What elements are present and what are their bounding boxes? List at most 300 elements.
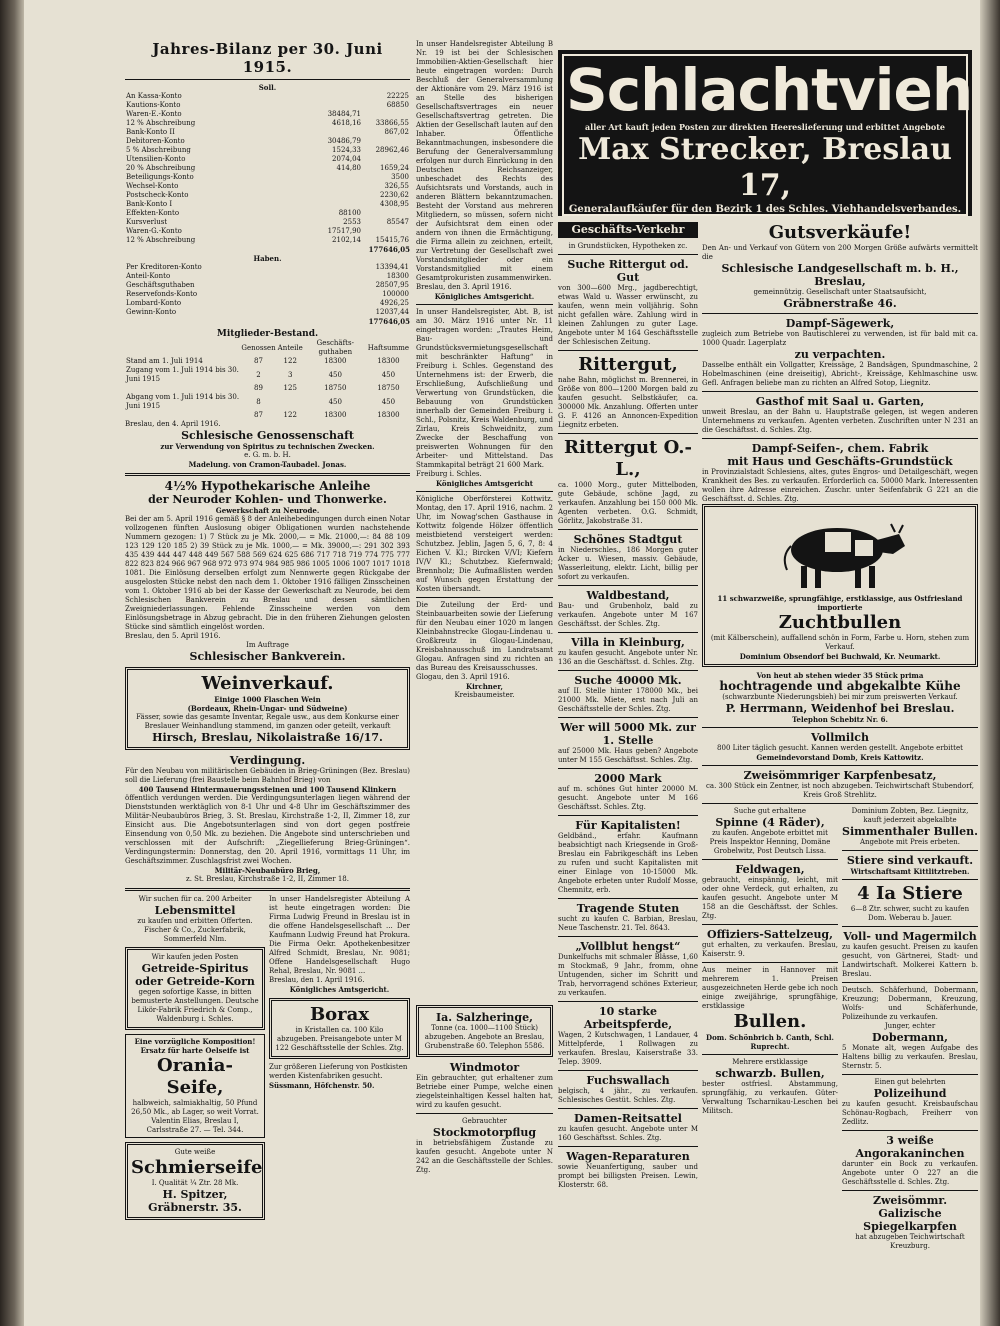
banner-frame (562, 54, 973, 216)
members-cell: 18300 (377, 411, 400, 419)
junger-title: Dobermann, (872, 1031, 948, 1044)
haben-label: Haben. (253, 254, 282, 263)
balance-row (125, 164, 410, 173)
balance-amount: 28507,95 (375, 281, 409, 289)
cow-illustration (765, 512, 915, 592)
balance-label: Bank-Konto II (126, 128, 175, 136)
kuehe-text: (schwarzbunte Niederungsbieh) bei mir zum preiswerten Verkauf. (722, 693, 958, 701)
balance-label: Gewinn-Konto (126, 308, 177, 316)
kapital-text: Geldbänd., erfahr. Kaufmann beabsichtigt nach Kriegsende in Groß-Breslau ein Fabrikgeschäft ins Leben zu rufen und sucht Kapitalisten mit einer Einlage von 10-15000 Mk. Angebote erbeten unter Rudolf Mosse, Chemnitz, erb. (558, 832, 698, 894)
kisten-addr: Süssmann, Höfchenstr. 50. (269, 1081, 375, 1090)
saege-bold: zu verpachten. (794, 348, 886, 361)
balance-amount (362, 155, 410, 164)
balance-amount: 33866,55 (375, 119, 409, 127)
borax-ad (269, 998, 410, 1059)
balance-sub: 1524,33 (332, 146, 361, 154)
balance-label: Anteil-Konto (126, 272, 171, 280)
spinne-title: Spinne (4 Räder), (715, 816, 825, 829)
feld-title: Feldwagen, (735, 863, 805, 876)
reg1-date: Breslau, den 3. April 1916. (416, 283, 512, 291)
auf-title: Wer will 5000 Mk. zur 1. Stelle (560, 721, 696, 747)
balance-amount: 326,55 (384, 182, 409, 190)
orania-ad (125, 1034, 265, 1138)
balance-row (125, 137, 410, 146)
members-row (125, 411, 410, 420)
wein-ad (125, 667, 410, 750)
stadt-text: in Niederschles., 186 Morgen guter Acker u. Wiesen, massiv. Gebäude, Wasserleitung, elektr. Licht, billig per sofort zu verkaufen. (558, 546, 698, 581)
stiere-title: Stiere sind verkauft. (846, 854, 974, 867)
balance-row (125, 227, 410, 236)
members-cell: 122 (283, 411, 297, 419)
balance-sub: 30486,79 (327, 137, 361, 145)
pferde-text: Wagen, 2 Kutschwagen, 1 Landauer, 4 Mittelpferde, 1 Rollwagen zu verkaufen. Breslau, Kaiserstraße 33. Telep. 3909. (558, 1031, 698, 1066)
verd-title: Verdingung. (229, 754, 306, 767)
members-header: Haftsumme (367, 343, 409, 352)
rg2-title: Rittergut, (578, 354, 678, 375)
verd-text: Für den Neubau von militärischen Gebäuden in Brieg-Grüningen (Bez. Breslau) soll die Lieferung (frei Baustelle beim Bahnhof Brieg) von (125, 767, 410, 784)
schmier-addr: H. Spitzer, Gräbnerstr. 35. (148, 1188, 242, 1214)
members-cell (125, 411, 240, 420)
rg2-text: nahe Bahn, möglichst m. Brennerei, in Größe von 800—1200 Morgen bald zu kaufen gesucht. Selbstkäufer, ca. 300000 Mk. Anzahlung. Offerten unter G. F. 4126 an Annoncen-Expedition Liegnitz erbeten. (558, 376, 698, 429)
balance-label: 12 % Abschreibung (126, 236, 196, 244)
wein-addr: Hirsch, Breslau, Nikolaistraße 16/17. (152, 731, 383, 744)
schmier-ad (125, 1142, 265, 1220)
angora-text: darunter ein Bock zu verkaufen. Angebote unter O 227 an die Geschäftsstelle d. Schles. Ztg. (842, 1160, 978, 1186)
members-header-row (125, 339, 410, 357)
hannover-title: Bullen. (733, 1011, 807, 1032)
milch-addr: Gemeindevorstand Domb, Kreis Kattowitz. (756, 753, 924, 762)
verkehr-sub: in Grundstücken, Hypotheken zc. (568, 242, 688, 250)
karpfen-text: ca. 300 Stück ein Zentner, ist noch abzugeben. Teichwirtschaft Stubendorf, Kreis Groß Strehlitz. (705, 782, 975, 799)
banner-sub: Generalaufkäufer für den Bezirk 1 des Schles. Viehhandelsverbandes. (568, 204, 962, 215)
seife-title: Dampf-Seifen-, chem. Fabrik (751, 442, 929, 455)
members-cell: Zugang vom 1. Juli 1914 bis 30. Juni 1915 (126, 366, 239, 383)
bullen-text2: (mit Kälberschein), auffallend schön in Form, Farbe u. Horn, stehen zum Verkauf. (710, 634, 970, 651)
junger-head: Junger, echter (884, 1022, 936, 1030)
spiritus-line1: Wir kaufen jeden Posten (151, 953, 239, 961)
polizei-text: zu kaufen gesucht. Kreisbaufschau Schönau-Rogbach, Freiherr von Zedlitz. (842, 1100, 978, 1126)
salz-ad (416, 1005, 553, 1057)
balance-row (125, 281, 410, 290)
members-header: Anteile (277, 343, 303, 352)
verdingung-notice (125, 754, 410, 884)
spiritus-text: gegen sofortige Kasse, in bitten bemusterte Anstellungen. Deutsche Likör-Fabrik Friedrich & Comp., Waldenburg i. Schles. (131, 988, 259, 1023)
reg3-date: Breslau, den 1. April 1916. (269, 976, 365, 984)
members-cell: 18300 (324, 357, 347, 365)
members-cell: 450 (381, 370, 396, 379)
balance-amount: 28962,46 (375, 146, 409, 154)
balance-label: Per Kreditoren-Konto (126, 263, 202, 271)
borax-text: in Kristallen ca. 100 Kilo abzugeben. Preisangebote unter M 122 Geschäftsstelle der Schles. Ztg. (275, 1026, 404, 1052)
reg3-sign: Königliches Amtsgericht. (289, 985, 390, 994)
guts-addr: Gräbnerstraße 46. (783, 297, 897, 310)
balance-label: 20 % Abschreibung (126, 164, 196, 172)
balance-sub (314, 101, 362, 110)
verkehr-title: Geschäfts-Verkehr (558, 222, 698, 238)
members-title: Mitglieder-Bestand. (216, 329, 319, 339)
balance-label: Wechsel-Konto (126, 182, 179, 190)
balance-sub: 414,80 (336, 164, 361, 172)
haben-total: 177646,05 (368, 317, 410, 326)
balance-sub: 4618,16 (332, 119, 361, 127)
schmier-text: I. Qualität ¼ Ztr. 28 Mk. (151, 1179, 239, 1187)
kuehe-tel: Telephon Schebitz Nr. 6. (792, 715, 888, 724)
balance-row (125, 308, 410, 317)
bullen-addr: Dominium Obsendorf bei Buchwald, Kr. Neumarkt. (739, 652, 941, 661)
balance-sub (314, 128, 362, 137)
gasthof-title: Gasthof mit Saal u. Garten, (755, 395, 925, 408)
members-cell: 89 (254, 384, 263, 392)
fuchs-text: belgisch, 4 jähr., zu verkaufen. Schlesisches Gestüt. Schles. Ztg. (558, 1087, 698, 1104)
balance-sub (314, 308, 362, 317)
lebens-title: Lebensmittel (154, 904, 236, 917)
balance-row (125, 92, 410, 101)
kuehe-head: Von heut ab stehen wieder 35 Stück prima (756, 671, 924, 680)
balance-label: Geschäftsguthaben (126, 281, 195, 289)
balance-row (125, 155, 410, 164)
dobermann-text: Deutsch. Schäferhund, Dobermann, Kreuzung; Dobermann, Kreuzung, Wolfs- und Schäferhunde, Polizeihunde zu verkaufen. (842, 986, 978, 1021)
balance-sheet (125, 40, 410, 469)
balance-sub: 17517,90 (327, 227, 361, 235)
wagen-title: Wagen-Reparaturen (566, 1150, 690, 1163)
soll-table (125, 92, 410, 245)
balance-row (125, 290, 410, 299)
coop-form: e. G. m. b. H. (244, 451, 291, 459)
column-2 (416, 40, 553, 700)
balance-amount: 68850 (386, 101, 409, 109)
bullen-text: 11 schwarzweiße, sprungfähige, erstklassige, aus Ostfriesland importierte (717, 594, 963, 612)
balance-amount: 100000 (382, 290, 409, 298)
balance-sub: 2074,04 (332, 155, 361, 163)
col4-right (842, 807, 978, 1251)
mark-title: 2000 Mark (594, 772, 662, 785)
forst-text: Königliche Oberförsterei Kottwitz. Montag, den 17. April 1916, nachm. 2 Uhr, im Nowag'schen Gasthause in Kottwitz folgende Hölzer öffentlich meistbietend versteigert werden: Schutzbez. Jeblin, Jagen 5, 6, 7, 8: 4 Eichen V. Kl.; Bircken V/VI; Kiefern IV/V Kl.; Schutzbez. Kiefernwald; Brennholz; Die Aufmaßlisten werden auf Wunsch gegen Erstattung der Kosten übersandt. (416, 495, 553, 593)
balance-row (125, 191, 410, 200)
polizei-head: Einen gut belehrten (874, 1078, 946, 1086)
bullen-title: Zuchtbullen (778, 612, 902, 633)
reg2-sign: Königliches Amtsgericht (435, 479, 534, 488)
balance-row (125, 119, 410, 128)
balance-amount (362, 227, 410, 236)
balance-row (125, 218, 410, 227)
such-title: Suche 40000 Mk. (574, 674, 682, 687)
pferde-title: 10 starke Arbeitspferde, (583, 1005, 673, 1031)
balance-sub (314, 182, 362, 191)
saege-text: zugleich zum Betriebe von Bautischlerei zu verwenden, ist für bald mit ca. 1000 Quadr. Lagerplatz (702, 330, 978, 347)
verd-bold: 400 Tausend Hintermauerungssteinen und 100 Tausend Klinkern (138, 785, 397, 794)
balance-row (125, 173, 410, 182)
saege-title: Dampf-Sägewerk, (785, 317, 895, 330)
auf-text: auf 25000 Mk. Haus geben? Angebote unter M 155 Geschäftsst. Schles. Ztg. (558, 747, 698, 764)
col4-left (702, 807, 838, 1251)
col1-bottom-right (269, 895, 410, 1224)
members-cell: 18750 (377, 384, 400, 392)
salz-title: Ia. Salzheringe, (436, 1011, 533, 1024)
balance-label: Kursverlust (126, 218, 168, 226)
damen-title: Damen-Reitsattel (574, 1112, 682, 1125)
reg2-text: In unser Handelsregister, Abt. B, ist am 30. März 1916 unter Nr. 11 eingetragen worden: „Trautes Heim, Bau- und Grundstücksvermietungsgesellschaft mit beschränkter Haftung“ in Freiburg i. Schles. Gegenstand des Unternehmens ist: der Erwerb, die Erschließung, Aufschließung und Verwertung von Grundstücken, die Bebauung von Grundstücken innerhalb der Gemeinden Freiburg i. Schl., Polsnitz, Kreis Waldenburg, und Zirlau, Kreis Schweidnitz, zum Zwecke der Beschaffung von preiswerten Wohnungen für den Arbeiter- und Mittelstand. Das Stammkapital beträgt 21 600 Mark. (416, 308, 553, 469)
villa-title: Villa in Kleinburg, (571, 636, 685, 649)
balance-sub (314, 290, 362, 299)
balance-sub (314, 191, 362, 200)
gut-title: Waldbestand, (586, 589, 670, 602)
balance-sub (314, 299, 362, 308)
borax-title: Borax (309, 1004, 370, 1025)
stuten-text: sucht zu kaufen C. Barbian, Breslau, Neue Taschenstr. 21. Tel. 8643. (558, 915, 698, 932)
verkauf-text: Die Zuteilung der Erd- und Steinbauarbeiten sowie der Lieferung für den Neubau einer 1020 m langen Kleinbahnstrecke Glogau-Lindenau u. Großkreutz in Glogau-Lindenau, Kreisbahnausschuß im Landratsamt Glogau. Anfragen sind zu richten an das Bureau des Kreisausschusses. (416, 601, 553, 672)
anleihe-sign1: Im Auftrage (246, 641, 289, 649)
members-cell: 122 (283, 357, 297, 365)
wagen-text: sowie Neuanfertigung, sauber und prompt bei billigsten Preisen. Lewin, Klosterstr. 68. (558, 1163, 698, 1189)
balance-label: Kautions-Konto (126, 101, 181, 109)
balance-row (125, 101, 410, 110)
balance-row (125, 272, 410, 281)
balance-sub (314, 281, 362, 290)
members-cell (125, 384, 240, 393)
balance-label: 5 % Abschreibung (126, 146, 191, 154)
balance-sub (314, 263, 362, 272)
stock-text: in betriebsfähigem Zustande zu kaufen gesucht. Angebote unter N 242 an die Geschäftsstelle der Schles. Ztg. (416, 1139, 553, 1174)
simmen-title: Simmenthaler Bullen. (842, 825, 978, 838)
karpfen-title: Zweisömmriger Karpfenbesatz, (743, 769, 937, 782)
balance-label: Utensilien-Konto (126, 155, 186, 163)
column-2-lower (416, 1005, 553, 1175)
simmen-text: Angebote mit Preis erbeten. (859, 838, 961, 846)
members-cell: 18750 (324, 384, 347, 392)
balance-amount: 18300 (386, 272, 409, 280)
guts-title: Gutsverkäufe! (768, 222, 912, 243)
column-1 (125, 40, 410, 1224)
balance-amount: 4308,95 (380, 200, 409, 208)
reg1-sign: Königliches Amtsgericht. (434, 292, 535, 301)
glogau-sign: Kirchner, (466, 682, 503, 691)
balance-row (125, 299, 410, 308)
angora-title: 3 weiße Angorakaninchen (855, 1134, 965, 1160)
column-3 (558, 222, 698, 1190)
balance-label: Effekten-Konto (126, 209, 180, 217)
anleihe-date: Breslau, den 5. April 1916. (125, 632, 221, 640)
col4-split (702, 807, 978, 1251)
balance-row (125, 146, 410, 155)
reg2-date: Freiburg i. Schles. (416, 470, 482, 478)
balance-amount: 12037,44 (375, 308, 409, 316)
members-row (125, 393, 410, 411)
members-cell: 450 (381, 397, 396, 406)
schlachtvieh-banner (558, 50, 972, 216)
members-cell: 125 (283, 384, 297, 392)
banner-title: Schlachtvieh (566, 56, 973, 124)
balance-amount: 22225 (386, 92, 409, 100)
gasthof-text: unweit Breslau, an der Bahn u. Hauptstraße gelegen, ist wegen anderen Unternehmens zu verkaufen. Agenten verbeten. Zuschriften unter N 231 an die Geschäftsst. d. Schles. Ztg. (702, 408, 978, 434)
coop-sub: zur Verwendung von Spiritus zu technischen Zwecken. (160, 442, 375, 451)
banner-name: Max Strecker, Breslau 17, (578, 132, 952, 203)
members-date: Breslau, den 4. April 1916. (125, 420, 221, 428)
members-row (125, 384, 410, 393)
balance-row (125, 200, 410, 209)
salz-text: Tonne (ca. 1000—1100 Stück) abzugeben. Angebote an Breslau, Grubenstraße 60. Telephon 5586. (424, 1024, 545, 1050)
balance-row (125, 209, 410, 218)
balance-row (125, 236, 410, 245)
guts-name: Schlesische Landgesellschaft m. b. H., Breslau, (721, 262, 959, 288)
spinne-text: zu kaufen. Angebote erbittet mit Preis Inspektor Henning, Domäne Grobelwitz, Post Deutsch Lissa. (709, 829, 831, 855)
reg3-text: In unser Handelsregister Abteilung A ist heute eingetragen worden: Die Firma Ludwig Freund in Breslau ist in die offene Handelsgesellschaft ... Der Kaufmann Ludwig Freund hat Prokura. Die Firma Oekr. Apothekenbesitzer Alfred Schmidt, Breslau, Nr. 9081; Offene Handelsgesellschaft Hugo Rehal, Breslau, Nr. 9081 ... (269, 895, 410, 975)
balance-amount (362, 110, 410, 119)
balance-row (125, 110, 410, 119)
coop-signers: Madelung. von Cramon-Taubadel. Jonas. (188, 460, 347, 469)
orania-title: Orania-Seife, (157, 1055, 233, 1098)
hengst-text: Dunkelfuchs mit schmaler Blässe, 1,60 m Stockmaß, 9 Jahr., fromm, ohne Untugenden, sicher im Schritt und Trab, hervorragend schönes Exterieur, zu verkaufen. (558, 953, 698, 997)
galiz-text: hat abzugeben Teichwirtschaft Kreuzburg. (855, 1233, 965, 1250)
vollmager-text: zu kaufen gesucht. Preisen zu kaufen gesucht, von Gärtnerei, Stadt- und Landwirtschaft. Molkerei Kattern b. Breslau. (842, 943, 978, 978)
members-cell: 2 (256, 370, 261, 379)
anleihe-title: 4½% Hypothekarische Anleihe (164, 479, 371, 493)
such-text: auf II. Stelle hinter 178000 Mk., bei 21000 Mk. Miete, erst nach Juli an Geschäftsstelle der Schles. Ztg. (558, 687, 698, 713)
balance-row (125, 263, 410, 272)
balance-label: Beteiligungs-Konto (126, 173, 194, 181)
balance-label: Bank-Konto I (126, 200, 173, 208)
balance-amount: 13394,41 (375, 263, 409, 271)
members-cell: Stand am 1. Juli 1914 (126, 357, 203, 365)
balance-label: Reservefonds-Konto (126, 290, 198, 298)
verd-sign: Militär-Neubaubüro Brieg, (214, 866, 321, 875)
bullen-ad (702, 504, 978, 667)
simmen-head: Dominium Zobten, Bez. Liegnitz, kauft jederzeit abgekalbte (851, 807, 969, 824)
mark-text: auf m. schönes Gut hinter 20000 M. gesucht. Angebote unter M 166 Geschäftsst. Schles. Ztg. (558, 785, 698, 811)
balance-row (125, 182, 410, 191)
anleihe-sign2: Schlesischer Bankverein. (189, 650, 346, 663)
spiritus-title2: oder Getreide-Korn (135, 975, 255, 988)
offiz-text: gut erhalten, zu verkaufen. Breslau, Kaiserstr. 9. (702, 941, 838, 958)
gut-text: Bau- und Grubenholz, bald zu verkaufen. Angebote unter M 167 Geschäftsst. der Schles. Ztg. (558, 602, 698, 628)
anleihe-title2: der Neuroder Kohlen- und Thonwerke. (148, 493, 387, 506)
col1-bottom-left (125, 895, 265, 1224)
balance-label: Lombard-Konto (126, 299, 182, 307)
members-cell: 87 (254, 357, 263, 365)
balance-sub (314, 92, 362, 101)
balance-amount: 867,02 (384, 128, 409, 136)
members-cell: 18300 (377, 357, 400, 365)
reg1-text: In unser Handelsregister Abteilung B Nr. 19 ist bei der Schlesischen Immobilien-Aktien-Gesellschaft hier heute eingetragen worden: Durch Beschluß der Generalversammlung der Aktionäre vom 29. März 1916 ist an Stelle des bisherigen Gesellschaftsvertrages ein neuer Gesellschaftsvertrag getreten. Die Aktien der Gesellschaft lauten auf den Inhaber. Öffentliche Bekanntmachungen, insbesondere die Berufung der Generalversammlung erfolgen nur durch Einrückung in den Deutschen Reichsanzeiger, unbeschadet des Rechts des Aufsichtsrats und Vorstands, auch in anderen Blättern bekanntzumachen. Besteht der Vorstand aus mehreren Mitgliedern, so müssen, sofern nicht der Aufsichtsrat dem einen oder andern von ihnen die Ermächtigung, die Firma allein zu zeichnen, erteilt, zur Vertretung der Gesellschaft zwei Vorstandsmitglieder oder ein Vorstandsmitglied mit einem Gesamtprokuristen zusammenwirken. (416, 40, 553, 282)
balance-amount (362, 209, 410, 218)
balance-label: Debitoren-Konto (126, 137, 185, 145)
soll-total: 177646,05 (368, 245, 410, 254)
members-header (125, 339, 240, 357)
mehrere-head: Mehrere erstklassige (732, 1058, 808, 1066)
members-cell: Abgang vom 1. Juli 1914 bis 30. Juni 1915 (126, 393, 240, 410)
damen-text: zu kaufen gesucht. Angebote unter M 160 Geschäftsst. Schles. Ztg. (558, 1125, 698, 1142)
coop-name: Schlesische Genossenschaft (181, 429, 354, 442)
stock-head: Gebrauchter (462, 1117, 507, 1125)
feld-text: gebraucht, einspännig, leicht, mit oder ohne Verdeck, gut erhalten, zu kaufen gesucht. Angebote unter M 158 an die Geschäftsst. der Schles. Ztg. (702, 876, 838, 920)
balance-amount: 1659,24 (380, 164, 409, 172)
kuehe-title: hochtragende und abgekalbte Kühe (719, 679, 961, 693)
spinne-head: Suche gut erhaltene (733, 807, 807, 815)
balance-sub: 2102,14 (332, 236, 361, 244)
balance-label: Waren-E.-Konto (126, 110, 182, 118)
page-edge (980, 0, 1000, 1326)
anleihe-sub: Gewerkschaft zu Neurode. (215, 506, 320, 515)
stier4-title: 4 Ia Stiere (857, 883, 963, 904)
hengst-title: „Vollblut hengst“ (575, 940, 681, 953)
vollmager-title: Voll- und Magermilch (843, 930, 977, 943)
members-cell (277, 393, 304, 411)
balance-amount: 15415,76 (375, 236, 409, 244)
lebens-head: Wir suchen für ca. 200 Arbeiter (138, 895, 252, 903)
members-cell: 18300 (324, 411, 347, 419)
milch-text: 800 Liter täglich gesucht. Kannen werden gestellt. Angebote erbittet (717, 744, 963, 752)
glogau-date: Glogau, den 3. April 1916. (416, 673, 510, 681)
members-row (125, 366, 410, 384)
members-cell: 8 (256, 397, 261, 406)
members-cell: 3 (287, 370, 293, 379)
wind-text: Ein gebrauchter, gut erhaltener zum Betriebe einer Pumpe, welche einen ziegelsteinhaltigen Kessel halten hat, wird zu kaufen gesucht. (416, 1074, 553, 1109)
soll-label: Soll. (258, 83, 277, 92)
balance-label: An Kassa-Konto (126, 92, 182, 100)
rg3-text: ca. 1000 Morg., guter Mittelboden, gute Gebäude, schöne Jagd, zu verkaufen. Anzahlung bei 150 000 Mk. Agenten verbeten. O.G. Schmidt, Görlitz, Jakobstraße 31. (558, 481, 698, 525)
junger-text: 5 Monate alt, wegen Aufgabe des Haltens billig zu verkaufen. Breslau, Sternstr. 5. (842, 1044, 978, 1070)
balance-sub (314, 272, 362, 281)
members-row (125, 357, 410, 366)
polizei-title: Polizeihund (873, 1087, 947, 1100)
balance-label: 12 % Abschreibung (126, 119, 196, 127)
rg1-head: Suche Rittergut od. Gut (567, 258, 689, 284)
spiritus-title1: Getreide-Spiritus (141, 962, 249, 975)
verd-text2: öffentlich verdungen werden. Die Verdingungsunterlagen liegen während der Dienststunden werktäglich von 8-1 Uhr und 4-8 Uhr im Geschäftszimmer des Militär-Neubaubüros Brieg, 3. St. Breslau, Kirchstraße 1-2, II, Zimmer 18, zur Einsicht aus. Die Angebotsunterlagen sind von dort gegen postfreie Einsendung von 0,50 Mk. zu beziehen. Die Angebote sind unterschrieben und verschlossen mit der Aufschrift: „Ziegellieferung Brieg-Grüningen“. Verdingungstermin: Donnerstag, den 20. April 1916, vormittags 11 Uhr, im Geschäftszimmer. Zuschlagsfrist zwei Wochen. (125, 794, 410, 865)
kapital-title: Für Kapitalisten! (575, 819, 681, 832)
wein-line1: Einige 1000 Flaschen Wein (214, 695, 321, 704)
anleihe-text: Bei der am 5. April 1916 gemäß § 8 der Anleihebedingungen durch einen Notar vollzogenen fünften Auslosung obiger Obligationen wurden nachstehende Nummern gezogen: 1) 7 Stück zu je Mk. 2000,— = Mk. 21000,—: 84 88 109 123 129 120 185 2) 39 Stück zu je Mk. 1000,— = Mk. 39000,—: 291 302 393 435 439 444 447 448 449 567 588 569 624 625 686 717 718 719 774 775 777 822 823 824 966 967 968 972 973 974 984 985 986 1005 1006 1007 1017 1018 1081. Die Einlösung derselben erfolgt zum Nennwerte gegen Rückgabe der ausgelosten Stücke nebst den nach dem 1. Oktober 1916 fälligen Zinsscheinen vom 1. Oktober 1916 ab bei der Kasse der Gewerkschaft zu Neurode, bei dem Schlesischen Bankverein zu Breslau und dessen sämtlichen Zweigniederlassungen. Fehlende Zinsscheine werden von dem Einlösungsbetrage in Abzug gebracht. Die in den früheren Ziehungen gelosten Stücke sind sämtlich eingelöst worden. (125, 515, 411, 631)
balance-sub (314, 200, 362, 209)
saege-text2: Dasselbe enthält ein Vollgatter, Kreissäge, 2 Bandsägen, Spundmaschine, 2 Hobelmaschinen (eine dreiseitig), Abricht-, Kreissäge, Kehlmaschine usw. Gefl. Anfragen beliebe man zu richten an Alfred Sotop, Liegnitz. (702, 361, 978, 387)
balance-amount: 2230,62 (380, 191, 409, 199)
wein-line2: (Bordeaux, Rhein-Ungar- und Südweine) (187, 704, 348, 713)
balance-label: Postscheck-Konto (126, 191, 189, 199)
balance-label: Waren-G.-Konto (126, 227, 182, 235)
banner-line: aller Art kauft jeden Posten zur direkten Heereslieferung und erbittet Angebote (584, 122, 946, 132)
page-binding (0, 0, 24, 1326)
balance-row (125, 128, 410, 137)
balance-title: Jahres-Bilanz per 30. Juni 1915. (152, 40, 383, 76)
balance-amount (362, 137, 410, 146)
stadt-title: Schönes Stadtgut (573, 533, 683, 546)
seife-text: in Provinzialstadt Schlesiens, altes, gutes Engros- und Detailgeschäft, wegen Krankheit des Bes. zu verkaufen. Erforderlich ca. 50000 Mark. Interessenten wollen ihre Adresse einreichen. Zuschr. unter Seifenfabrik G 221 an die Geschäftsst. d. Schles. Ztg. (702, 468, 978, 503)
mehrere-title: schwarzb. Bullen, (715, 1067, 825, 1080)
stuten-title: Tragende Stuten (576, 902, 680, 915)
balance-sub (314, 173, 362, 182)
milch-title: Vollmilch (811, 731, 869, 744)
members-cell: 450 (328, 397, 342, 406)
seife-title2: mit Haus und Geschäfts-Grundstück (727, 455, 953, 468)
schmier-title: Schmierseife (131, 1157, 263, 1178)
members-header: Geschäfts-guthaben (316, 339, 354, 356)
balance-sub: 2553 (343, 218, 361, 226)
balance-sub: 38484,71 (327, 110, 361, 118)
balance-amount: 3500 (391, 173, 409, 181)
balance-amount: 4926,25 (380, 299, 409, 307)
guts-text: Den An- und Verkauf von Gütern von 200 Morgen Größe aufwärts vermittelt die (702, 244, 978, 261)
stiere-text: Wirtschaftsamt Kittlitztreben. (850, 867, 970, 876)
members-cell: 87 (254, 411, 263, 419)
rg1-text: von 300—600 Mrg., jagdberechtigt, etwas Wald u. Wasser erwünscht, zu kaufen, wenn mein volljährig. Sohn nicht gefallen wäre. Zahlung wird in kleinen Zahlungen zu guter Lage. Angebote unter M 164 Geschäftsstelle der Schlesischen Zeitung. (558, 284, 698, 346)
fuchs-title: Fuchswallach (586, 1074, 670, 1087)
hannover-addr: Dom. Schönbrich b. Canth, Schl. Ruprecht. (706, 1033, 834, 1051)
column-4 (702, 222, 978, 1251)
guts-sub: gemeinnützig. Gesellschaft unter Staatsaufsicht, (753, 288, 927, 296)
glogau-sign2: Kreisbaumeister. (454, 691, 515, 699)
wein-title: Weinverkauf. (201, 673, 334, 694)
anleihe-notice (125, 480, 410, 663)
stier4-text: 6—8 Ztr. schwer, sucht zu kaufen Dom. Weberau b. Jauer. (850, 905, 970, 922)
